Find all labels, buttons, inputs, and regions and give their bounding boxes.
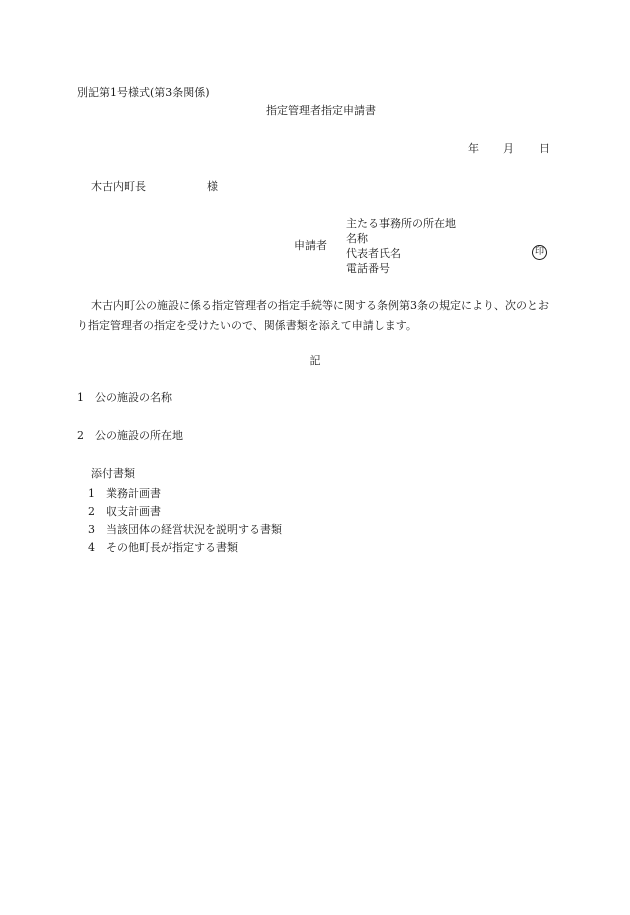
date-month: 月: [503, 142, 514, 155]
date-day: 日: [539, 142, 550, 155]
item-facility-name: [77, 392, 172, 403]
attachment-number: 2: [88, 505, 95, 518]
attachment-text: その他町長が指定する書類: [106, 541, 238, 554]
date-year: 年: [468, 142, 479, 155]
item-text: 公の施設の所在地: [95, 429, 183, 442]
document-title: 指定管理者指定申請書: [266, 104, 376, 117]
application-statement: 木古内町公の施設に係る指定管理者の指定手続等に関する条例第3条の規定により、次のとおり指定管理者の指定を受けたいので、関係書類を添えて申請します。: [77, 299, 549, 332]
item-number: 1: [77, 391, 84, 404]
attachment-text: 収支計画書: [106, 505, 161, 518]
addressee-name: 木古内町長: [91, 180, 146, 193]
form-number: 別記第1号様式(第3条関係): [77, 86, 210, 99]
applicant-representative-label: 代表者氏名: [346, 247, 401, 260]
attachment-item: [88, 506, 161, 517]
attachment-text: 業務計画書: [106, 487, 161, 500]
ki-heading: 記: [309, 354, 321, 367]
addressee-honorific: 様: [207, 180, 218, 193]
attachment-number: 3: [88, 523, 95, 536]
applicant-label: 申請者: [294, 239, 327, 252]
attachment-text: 当該団体の経営状況を説明する書類: [106, 523, 282, 536]
applicant-phone-label: 電話番号: [346, 262, 390, 275]
attachment-number: 4: [88, 541, 95, 554]
applicant-address-label: 主たる事務所の所在地: [346, 217, 456, 230]
item-number: 2: [77, 429, 84, 442]
attachments-heading: 添付書類: [91, 467, 135, 480]
item-facility-location: [77, 430, 183, 441]
item-text: 公の施設の名称: [95, 391, 172, 404]
attachment-number: 1: [88, 487, 95, 500]
attachment-item: [88, 488, 161, 499]
attachment-item: [88, 542, 238, 553]
seal-mark-icon: 印: [532, 245, 547, 260]
applicant-name-label: 名称: [346, 232, 368, 245]
attachment-item: [88, 524, 282, 535]
